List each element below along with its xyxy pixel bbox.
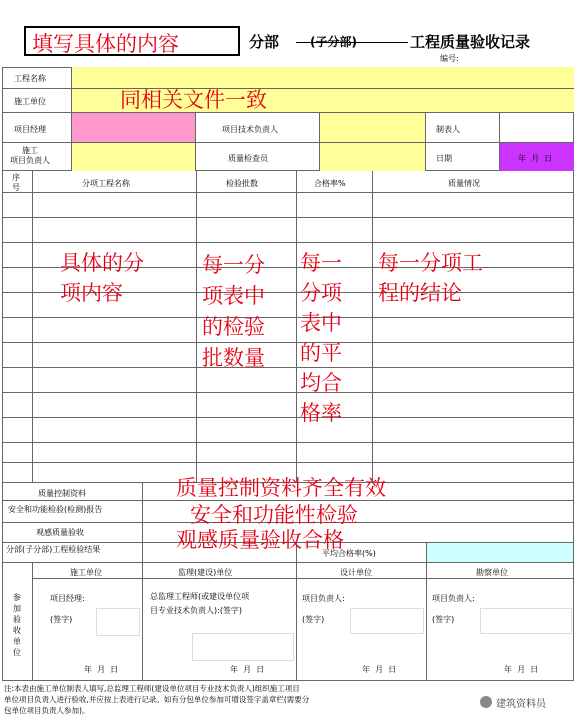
note-conclusion: 每一分项工 程的结论 bbox=[378, 251, 483, 305]
note-appearance: 观感质量验收合格 bbox=[176, 528, 344, 552]
sign-design-lead: 项目负责人: bbox=[302, 594, 345, 603]
sign-supervision-date: 年 月 日 bbox=[230, 665, 265, 674]
avg-pass-field[interactable] bbox=[427, 543, 573, 562]
inspector-field[interactable] bbox=[320, 143, 426, 171]
footnote-1: 注:本表由施工单位制表人填写,总监理工程师(建设单位项目专业技术负责人)组织施工项目 bbox=[4, 684, 300, 693]
col-pass-rate-header: 合格率% bbox=[314, 179, 346, 188]
col-seq-header: 序 号 bbox=[12, 173, 20, 192]
sign-construction-signature: (签字) bbox=[50, 615, 73, 624]
sign-vline bbox=[142, 563, 143, 681]
table-row bbox=[2, 417, 574, 418]
sign-row bbox=[32, 578, 574, 579]
watermark-badge bbox=[476, 692, 572, 712]
sign-chief-engineer: 总监理工程师(或建设单位项 目专业技术负责人):(签字) bbox=[150, 592, 250, 615]
col-batches-header: 检验批数 bbox=[226, 179, 258, 188]
preparer-cell: 制表人 bbox=[426, 113, 500, 143]
fill-note: 填写具体的内容 bbox=[32, 32, 179, 56]
table-row bbox=[2, 317, 574, 318]
sign-survey-stamp[interactable] bbox=[480, 608, 572, 634]
sign-construction-date: 年 月 日 bbox=[84, 665, 119, 674]
sign-design-date: 年 月 日 bbox=[362, 665, 397, 674]
table-row bbox=[2, 242, 574, 243]
title-sub: (子分部) bbox=[310, 35, 357, 49]
sign-construction-stamp[interactable] bbox=[96, 608, 140, 636]
qc-docs-label: 质量控制资料 bbox=[38, 489, 86, 498]
date-field[interactable]: 年 月 日 bbox=[500, 143, 574, 171]
project-manager-cell: 项目经理 bbox=[2, 113, 72, 143]
sign-vline bbox=[296, 563, 297, 681]
table-row bbox=[2, 442, 574, 443]
table-row bbox=[2, 462, 574, 463]
footnote-3: 包单位项目负责人参加)。 bbox=[4, 706, 90, 715]
project-manager-field[interactable] bbox=[72, 113, 196, 143]
table-row bbox=[2, 367, 574, 368]
sign-design-stamp[interactable] bbox=[350, 608, 424, 634]
date-cell: 日期 bbox=[426, 143, 500, 171]
sign-vline bbox=[426, 563, 427, 681]
sub-conclusion-label: 分部(子分部)工程检验结果 bbox=[6, 545, 101, 554]
sign-supervision-header: 监理(建设)单位 bbox=[178, 568, 233, 577]
col-name-header: 分项工程名称 bbox=[82, 179, 130, 188]
col-quality-header: 质量情况 bbox=[448, 179, 480, 188]
appearance-label: 观感质量验收 bbox=[36, 528, 84, 537]
note-content: 具体的分 项内容 bbox=[60, 251, 144, 305]
avg-pass-label: 平均合格率(%) bbox=[322, 549, 376, 558]
sign-survey-lead: 项目负责人: bbox=[432, 594, 475, 603]
preparer-field[interactable] bbox=[500, 113, 574, 143]
sign-construction-header: 施工单位 bbox=[70, 568, 102, 577]
sign-side-label: 参 加 验 收 单 位 bbox=[13, 593, 21, 657]
sign-design-signature: (签字) bbox=[302, 615, 325, 624]
number-label: 编号: bbox=[440, 54, 459, 63]
tech-lead-field[interactable] bbox=[320, 113, 426, 143]
safety-label: 安全和功能检验(检测)报告 bbox=[8, 505, 103, 514]
construction-unit-cell: 施工单位 bbox=[2, 89, 72, 113]
tech-lead-cell: 项目技术负责人 bbox=[196, 113, 320, 143]
note-pass-rate: 每一 分项 表中 的平 均合 格率 bbox=[300, 251, 342, 425]
inspector-cell: 质量检查员 bbox=[196, 143, 320, 171]
table-row bbox=[2, 192, 574, 193]
note-safety: 安全和功能性检验 bbox=[190, 503, 358, 527]
title-part2: 工程质量验收记录 bbox=[410, 33, 531, 51]
note-batches: 每一分 项表中 的检验 批数量 bbox=[202, 253, 265, 370]
title-strike-line bbox=[296, 42, 408, 43]
sign-pm-label: 项目经理: bbox=[50, 594, 85, 603]
construction-lead-cell: 施工 项目负责人 bbox=[2, 143, 72, 171]
project-name-cell: 工程名称 bbox=[2, 67, 72, 89]
note-qc: 质量控制资料齐全有效 bbox=[176, 476, 386, 500]
wechat-icon bbox=[480, 696, 492, 708]
construction-lead-field[interactable] bbox=[72, 143, 196, 171]
sign-vline bbox=[32, 563, 33, 681]
title-part1: 分部 bbox=[249, 33, 280, 51]
watermark-text: 建筑资料员 bbox=[496, 699, 546, 710]
sign-design-header: 设计单位 bbox=[340, 568, 372, 577]
table-row bbox=[2, 217, 574, 218]
sign-survey-signature: (签字) bbox=[432, 615, 455, 624]
sign-supervision-stamp[interactable] bbox=[192, 633, 294, 661]
sign-survey-date: 年 月 日 bbox=[504, 665, 539, 674]
table-row bbox=[2, 392, 574, 393]
table-row bbox=[2, 342, 574, 343]
footnote-2: 单位项目负责人进行验收,并应按上表进行记录。如有分包单位参加可增设签字盖章栏(需要分 bbox=[4, 695, 310, 704]
consistent-note: 同相关文件一致 bbox=[120, 88, 267, 112]
sign-survey-header: 勘察单位 bbox=[476, 568, 508, 577]
